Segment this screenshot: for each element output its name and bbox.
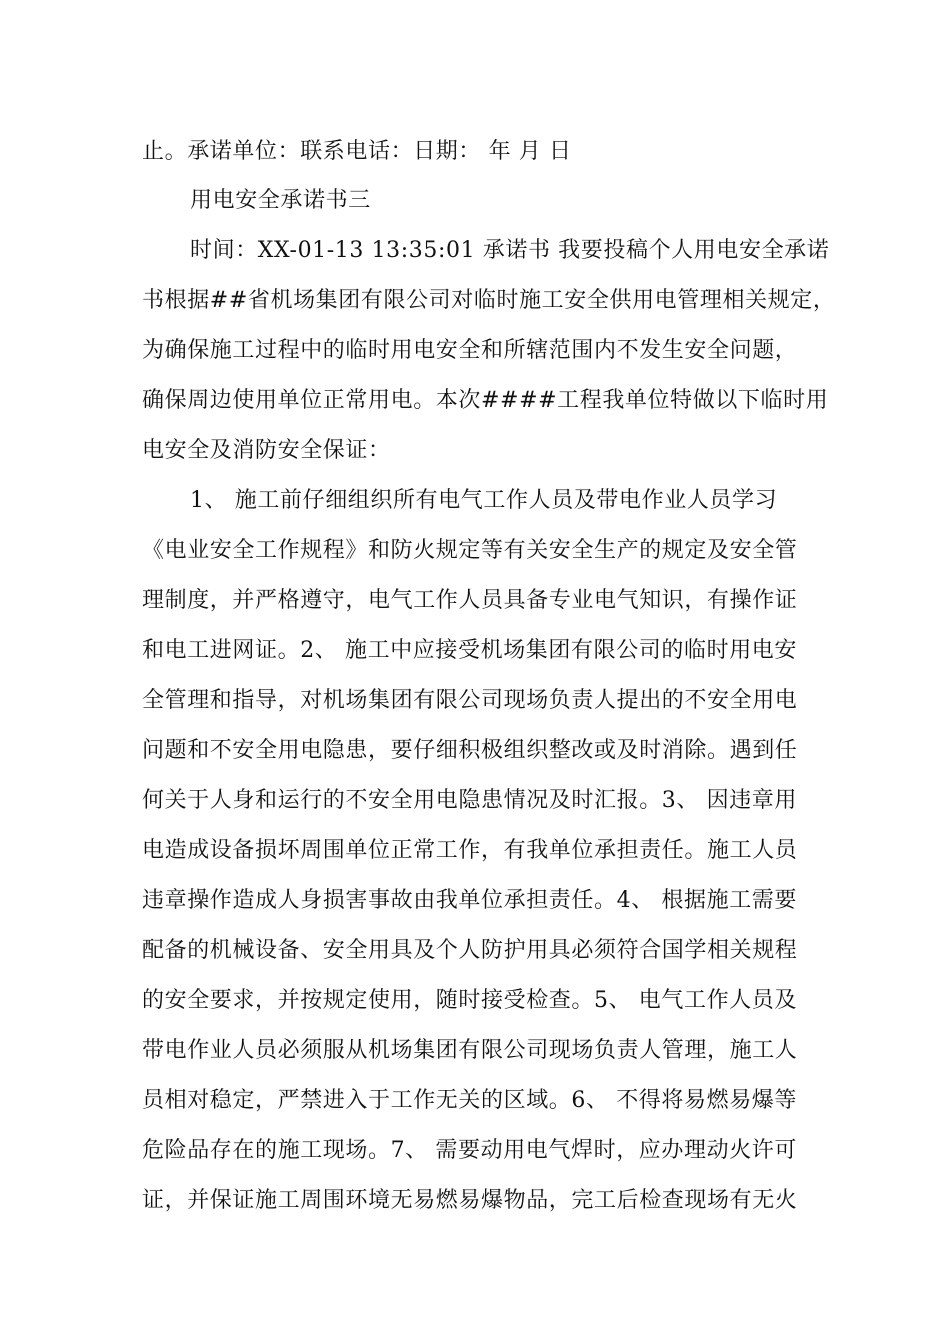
text-line: 书根据##省机场集团有限公司对临时施工安全供用电管理相关规定， bbox=[142, 288, 836, 313]
text-line: 的安全要求，并按规定使用，随时接受检查。5、 电气工作人员及 bbox=[142, 988, 797, 1013]
text-line: 电安全及消防安全保证： bbox=[142, 438, 391, 463]
text-line: 证，并保证施工周围环境无易燃易爆物品，完工后检查现场有无火 bbox=[142, 1188, 798, 1213]
text-line: 带电作业人员必须服从机场集团有限公司现场负责人管理，施工人 bbox=[142, 1038, 798, 1063]
text-line: 全管理和指导，对机场集团有限公司现场负责人提出的不安全用电 bbox=[142, 688, 798, 713]
text-line: 确保周边使用单位正常用电。本次####工程我单位特做以下临时用 bbox=[142, 388, 829, 413]
text-line: 理制度，并严格遵守，电气工作人员具备专业电气知识，有操作证 bbox=[142, 588, 798, 613]
text-line: 1、 施工前仔细组织所有电气工作人员及带电作业人员学习 bbox=[190, 488, 778, 513]
text-line: 违章操作造成人身损害事故由我单位承担责任。4、 根据施工需要 bbox=[142, 888, 797, 913]
text-line: 为确保施工过程中的临时用电安全和所辖范围内不发生安全问题， bbox=[142, 338, 798, 363]
text-line: 何关于人身和运行的不安全用电隐患情况及时汇报。3、 因违章用 bbox=[142, 788, 797, 813]
text-line: 问题和不安全用电隐患，要仔细积极组织整改或及时消除。遇到任 bbox=[142, 738, 798, 763]
text-line: 员相对稳定，严禁进入于工作无关的区域。6、 不得将易燃易爆等 bbox=[142, 1088, 797, 1113]
text-line: 止。承诺单位：联系电话：日期： 年 月 日 bbox=[142, 139, 572, 164]
text-line: 和电工进网证。2、 施工中应接受机场集团有限公司的临时用电安 bbox=[142, 638, 797, 663]
text-line: 《电业安全工作规程》和防火规定等有关安全生产的规定及安全管 bbox=[142, 538, 798, 563]
text-line: 电造成设备损坏周围单位正常工作，有我单位承担责任。施工人员 bbox=[142, 838, 798, 863]
text-line: 配备的机械设备、安全用具及个人防护用具必须符合国学相关规程 bbox=[142, 938, 798, 963]
section-title: 用电安全承诺书三 bbox=[190, 188, 371, 213]
text-line: 危险品存在的施工现场。7、 需要动用电气焊时，应办理动火许可 bbox=[142, 1138, 797, 1163]
text-line: 时间：XX-01-13 13:35:01 承诺书 我要投稿个人用电安全承诺 bbox=[190, 238, 830, 263]
